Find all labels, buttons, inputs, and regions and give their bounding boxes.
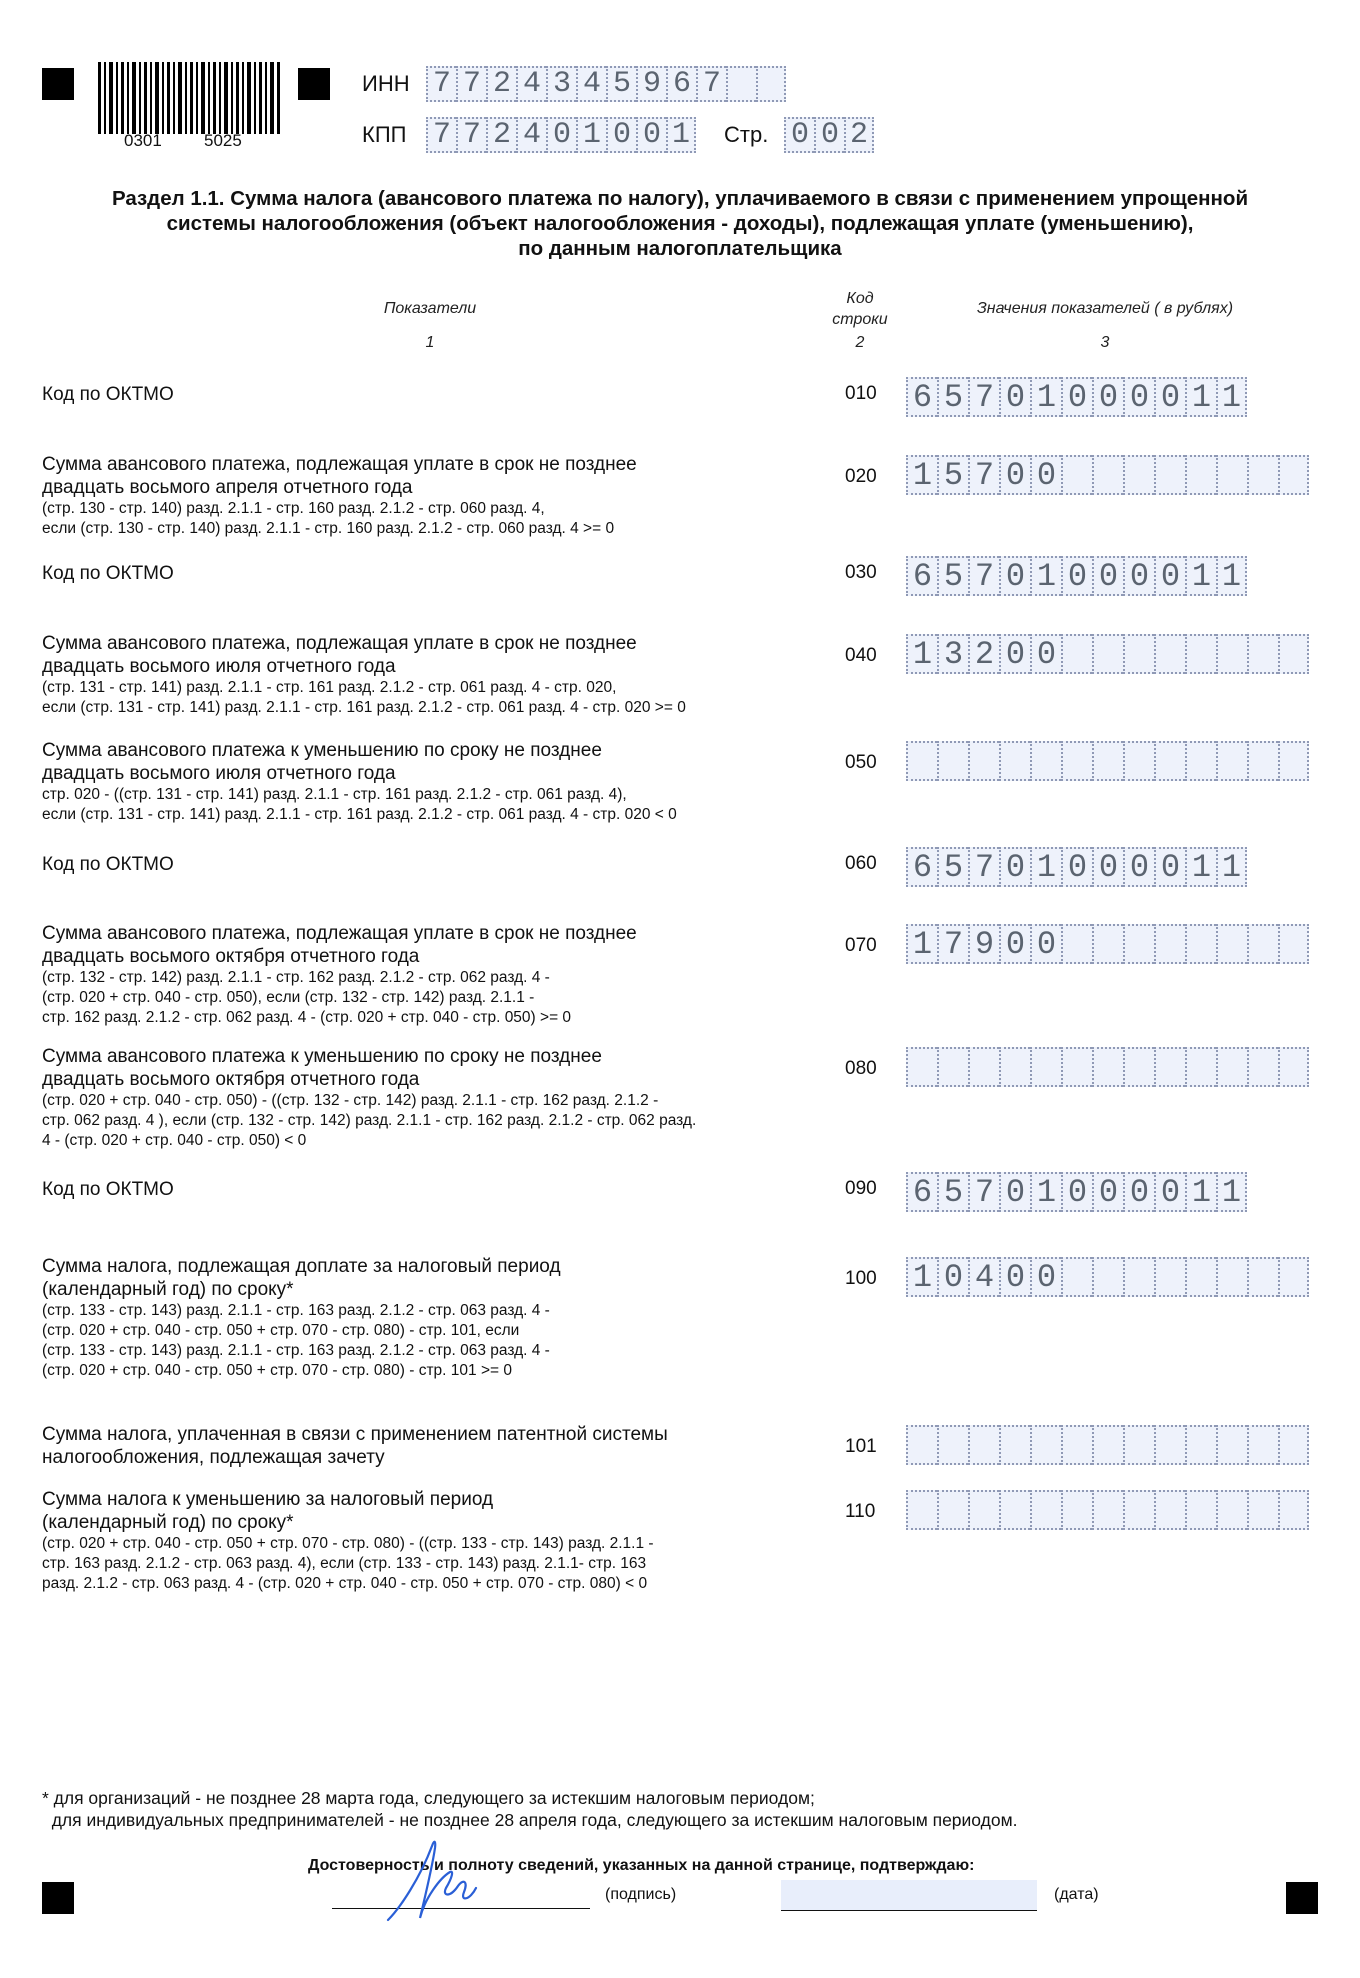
row-description-line: Сумма налога, подлежащая доплате за налоговый период xyxy=(42,1256,561,1277)
value-cell[interactable] xyxy=(1154,1047,1185,1087)
section-title-line: Раздел 1.1. Сумма налога (авансового платежа по налогу), уплачиваемого в связи с применением упрощенной xyxy=(111,187,1249,210)
value-cell[interactable]: 1 xyxy=(906,455,937,495)
value-cell[interactable]: 6 xyxy=(906,556,937,596)
page-label: Стр. xyxy=(724,122,769,147)
row-formula-line: если (стр. 130 - стр. 140) разд. 2.1.1 - стр. 160 разд. 2.1.2 - стр. 060 разд. 4 >= 0 xyxy=(42,520,615,537)
row-formula-line: разд. 2.1.2 - стр. 063 разд. 4 - (стр. 020 + стр. 040 - стр. 050 + стр. 070 - стр. 080) < 0 xyxy=(42,1575,648,1592)
value-cell[interactable]: 0 xyxy=(1092,377,1123,417)
value-cell[interactable] xyxy=(1185,741,1216,781)
row-description-line: Сумма авансового платежа к уменьшению по сроку не позднее xyxy=(42,1046,602,1067)
value-cell[interactable]: 7 xyxy=(968,377,999,417)
value-cell[interactable] xyxy=(1154,634,1185,674)
row-value-field[interactable] xyxy=(906,455,1309,495)
value-cell[interactable] xyxy=(1216,1047,1247,1087)
value-cell[interactable] xyxy=(1123,1047,1154,1087)
row-description-line: Сумма авансового платежа, подлежащая уплате в срок не позднее xyxy=(42,633,637,654)
inn-cell[interactable]: 6 xyxy=(666,66,696,102)
value-cell[interactable] xyxy=(1278,1425,1309,1465)
value-cell[interactable] xyxy=(937,1490,968,1530)
row-value-field[interactable] xyxy=(906,847,1247,887)
value-cell[interactable]: 0 xyxy=(1123,556,1154,596)
value-cell[interactable] xyxy=(1247,741,1278,781)
value-cell[interactable]: 0 xyxy=(1123,847,1154,887)
row-code: 100 xyxy=(845,1268,877,1289)
value-cell[interactable] xyxy=(1185,1257,1216,1297)
value-cell[interactable] xyxy=(1061,1490,1092,1530)
value-cell[interactable]: 6 xyxy=(906,377,937,417)
row-description-line: Сумма авансового платежа, подлежащая уплате в срок не позднее xyxy=(42,923,637,944)
row-description-line: Код по ОКТМО xyxy=(42,563,174,584)
row-description-line: двадцать восьмого октября отчетного года xyxy=(42,1069,420,1090)
row-code: 010 xyxy=(845,383,877,404)
value-cell[interactable] xyxy=(1123,741,1154,781)
row-description xyxy=(42,1488,822,1594)
value-cell[interactable]: 5 xyxy=(937,377,968,417)
value-cell[interactable] xyxy=(1123,455,1154,495)
value-cell[interactable] xyxy=(968,1490,999,1530)
row-formula-line: если (стр. 131 - стр. 141) разд. 2.1.1 - стр. 161 разд. 2.1.2 - стр. 061 разд. 4 - стр. 020 < 0 xyxy=(42,806,677,823)
value-cell[interactable] xyxy=(1061,455,1092,495)
value-cell[interactable] xyxy=(1061,1047,1092,1087)
column-header-code-top: Код xyxy=(846,290,874,307)
value-cell[interactable] xyxy=(937,1047,968,1087)
value-cell[interactable] xyxy=(1030,1490,1061,1530)
value-cell[interactable] xyxy=(1061,634,1092,674)
value-cell[interactable] xyxy=(1092,455,1123,495)
value-cell[interactable]: 0 xyxy=(999,556,1030,596)
value-cell[interactable]: 6 xyxy=(906,847,937,887)
value-cell[interactable]: 0 xyxy=(937,1257,968,1297)
kpp-cell[interactable]: 1 xyxy=(666,117,696,153)
value-cell[interactable] xyxy=(1278,1047,1309,1087)
row-formula-line: (стр. 133 - стр. 143) разд. 2.1.1 - стр. 163 разд. 2.1.2 - стр. 063 разд. 4 - xyxy=(42,1342,550,1359)
value-cell[interactable] xyxy=(937,741,968,781)
page-number-field[interactable] xyxy=(784,117,874,153)
value-cell[interactable] xyxy=(1061,741,1092,781)
kpp-cell[interactable]: 4 xyxy=(516,117,546,153)
row-description xyxy=(42,853,822,876)
value-cell[interactable]: 0 xyxy=(999,377,1030,417)
value-cell[interactable]: 1 xyxy=(1216,556,1247,596)
row-description xyxy=(42,562,822,585)
row-formula-line: стр. 062 разд. 4 ), если (стр. 132 - стр. 142) разд. 2.1.1 - стр. 162 разд. 2.1.2 - стр. 062 разд. xyxy=(42,1112,697,1129)
value-cell[interactable]: 0 xyxy=(1154,847,1185,887)
value-cell[interactable] xyxy=(1154,1425,1185,1465)
registration-marker-top-left xyxy=(42,68,74,100)
value-cell[interactable]: 2 xyxy=(968,634,999,674)
value-cell[interactable]: 0 xyxy=(1154,1172,1185,1212)
value-cell[interactable]: 0 xyxy=(1061,377,1092,417)
inn-cell[interactable]: 4 xyxy=(516,66,546,102)
row-description-line: Сумма авансового платежа к уменьшению по сроку не позднее xyxy=(42,740,602,761)
value-cell[interactable]: 0 xyxy=(1092,1172,1123,1212)
value-cell[interactable]: 1 xyxy=(1216,377,1247,417)
value-cell[interactable] xyxy=(1154,1257,1185,1297)
barcode-number-right: 5025 xyxy=(204,131,242,150)
value-cell[interactable]: 1 xyxy=(906,1257,937,1297)
inn-cell[interactable]: 7 xyxy=(426,66,456,102)
value-cell[interactable]: 5 xyxy=(937,1172,968,1212)
kpp-cell[interactable]: 0 xyxy=(606,117,636,153)
value-cell[interactable]: 0 xyxy=(1154,556,1185,596)
value-cell[interactable]: 0 xyxy=(999,1257,1030,1297)
value-cell[interactable]: 7 xyxy=(937,924,968,964)
value-cell[interactable] xyxy=(1247,1425,1278,1465)
row-code: 050 xyxy=(845,752,877,773)
value-cell[interactable] xyxy=(1185,1490,1216,1530)
value-cell[interactable]: 6 xyxy=(906,1172,937,1212)
value-cell[interactable] xyxy=(1216,741,1247,781)
value-cell[interactable]: 5 xyxy=(937,556,968,596)
value-cell[interactable] xyxy=(1030,741,1061,781)
value-cell[interactable] xyxy=(1278,1490,1309,1530)
footnote-line: для индивидуальных предпринимателей - не позднее 28 апреля года, следующего за истекшим налоговым периодом. xyxy=(42,1810,1018,1830)
row-description-line: Сумма авансового платежа, подлежащая уплате в срок не позднее xyxy=(42,454,637,475)
row-code: 070 xyxy=(845,935,877,956)
value-cell[interactable]: 7 xyxy=(968,556,999,596)
row-formula-line: (стр. 020 + стр. 040 - стр. 050 + стр. 070 - стр. 080) - ((стр. 133 - стр. 143) разд. 2.1.1 - xyxy=(42,1535,654,1552)
value-cell[interactable] xyxy=(1247,924,1278,964)
value-cell[interactable]: 0 xyxy=(1092,556,1123,596)
value-cell[interactable] xyxy=(1278,634,1309,674)
column-number-2: 2 xyxy=(855,334,865,351)
kpp-field[interactable] xyxy=(426,117,696,153)
value-cell[interactable] xyxy=(1061,1257,1092,1297)
value-cell[interactable] xyxy=(1185,924,1216,964)
row-formula-line: (стр. 132 - стр. 142) разд. 2.1.1 - стр. 162 разд. 2.1.2 - стр. 062 разд. 4 - xyxy=(42,969,550,986)
value-cell[interactable]: 1 xyxy=(1216,847,1247,887)
value-cell[interactable] xyxy=(906,741,937,781)
row-description-line: Код по ОКТМО xyxy=(42,384,174,405)
value-cell[interactable] xyxy=(999,1425,1030,1465)
row-value-field[interactable] xyxy=(906,1047,1309,1087)
inn-label: ИНН xyxy=(362,71,410,96)
value-cell[interactable]: 1 xyxy=(1185,847,1216,887)
value-cell[interactable] xyxy=(999,741,1030,781)
value-cell[interactable] xyxy=(1123,1257,1154,1297)
value-cell[interactable] xyxy=(906,1425,937,1465)
value-cell[interactable] xyxy=(1216,1257,1247,1297)
confirmation-text: Достоверность и полноту сведений, указанных на данной странице, подтверждаю: xyxy=(308,1857,975,1874)
value-cell[interactable]: 0 xyxy=(1123,1172,1154,1212)
date-caption: (дата) xyxy=(1054,1886,1099,1903)
row-formula-line: (стр. 133 - стр. 143) разд. 2.1.1 - стр. 163 разд. 2.1.2 - стр. 063 разд. 4 - xyxy=(42,1302,550,1319)
value-cell[interactable]: 0 xyxy=(999,455,1030,495)
value-cell[interactable] xyxy=(1154,924,1185,964)
inn-cell[interactable]: 2 xyxy=(486,66,516,102)
row-code: 060 xyxy=(845,853,877,874)
value-cell[interactable]: 5 xyxy=(937,455,968,495)
inn-cell[interactable] xyxy=(726,66,756,102)
value-cell[interactable] xyxy=(1092,634,1123,674)
row-code: 020 xyxy=(845,466,877,487)
value-cell[interactable] xyxy=(1185,634,1216,674)
page-cell[interactable]: 0 xyxy=(814,117,844,153)
registration-marker-bottom-right xyxy=(1286,1882,1318,1914)
row-description-line: (календарный год) по сроку* xyxy=(42,1512,294,1533)
row-formula-line: (стр. 020 + стр. 040 - стр. 050 + стр. 070 - стр. 080) - стр. 101 >= 0 xyxy=(42,1362,512,1379)
value-cell[interactable] xyxy=(1092,1257,1123,1297)
value-cell[interactable]: 5 xyxy=(937,847,968,887)
value-cell[interactable] xyxy=(1185,455,1216,495)
row-code: 090 xyxy=(845,1178,877,1199)
value-cell[interactable] xyxy=(1123,634,1154,674)
value-cell[interactable] xyxy=(1061,1425,1092,1465)
value-cell[interactable] xyxy=(968,1425,999,1465)
value-cell[interactable]: 7 xyxy=(968,847,999,887)
value-cell[interactable] xyxy=(1092,741,1123,781)
row-value-field[interactable] xyxy=(906,1490,1309,1530)
row-description-line: налогообложения, подлежащая зачету xyxy=(42,1447,385,1468)
kpp-cell[interactable]: 1 xyxy=(576,117,606,153)
value-cell[interactable]: 1 xyxy=(1030,377,1061,417)
row-value-field[interactable] xyxy=(906,634,1309,674)
value-cell[interactable] xyxy=(1247,1490,1278,1530)
value-cell[interactable]: 0 xyxy=(1154,377,1185,417)
row-formula-line: (стр. 020 + стр. 040 - стр. 050), если (стр. 132 - стр. 142) разд. 2.1.1 - xyxy=(42,989,535,1006)
column-number-1: 1 xyxy=(425,334,435,351)
page-cell[interactable]: 0 xyxy=(784,117,814,153)
value-cell[interactable] xyxy=(937,1425,968,1465)
row-description-line: двадцать восьмого апреля отчетного года xyxy=(42,477,413,498)
value-cell[interactable]: 0 xyxy=(1030,455,1061,495)
row-code: 040 xyxy=(845,645,877,666)
row-code: 030 xyxy=(845,562,877,583)
value-cell[interactable] xyxy=(1216,924,1247,964)
column-header-values: Значения показателей ( в рублях) xyxy=(976,300,1234,317)
row-description xyxy=(42,739,822,825)
value-cell[interactable]: 1 xyxy=(1030,1172,1061,1212)
value-cell[interactable]: 0 xyxy=(1061,1172,1092,1212)
footnote xyxy=(42,1787,1322,1831)
row-value-field[interactable] xyxy=(906,1425,1309,1465)
value-cell[interactable] xyxy=(1030,1047,1061,1087)
registration-marker-bottom-left xyxy=(42,1882,74,1914)
row-value-field[interactable] xyxy=(906,556,1247,596)
value-cell[interactable]: 1 xyxy=(1185,377,1216,417)
value-cell[interactable]: 3 xyxy=(937,634,968,674)
row-description-line: Сумма налога, уплаченная в связи с применением патентной системы xyxy=(42,1424,668,1445)
value-cell[interactable] xyxy=(1278,741,1309,781)
value-cell[interactable]: 1 xyxy=(1216,1172,1247,1212)
value-cell[interactable] xyxy=(1185,1425,1216,1465)
value-cell[interactable]: 0 xyxy=(1030,634,1061,674)
row-description-line: двадцать восьмого июля отчетного года xyxy=(42,656,396,677)
row-description-line: Код по ОКТМО xyxy=(42,1179,174,1200)
inn-cell[interactable]: 7 xyxy=(456,66,486,102)
value-cell[interactable] xyxy=(1030,1425,1061,1465)
value-cell[interactable] xyxy=(1092,1047,1123,1087)
value-cell[interactable]: 7 xyxy=(968,1172,999,1212)
row-formula-line: (стр. 020 + стр. 040 - стр. 050 + стр. 070 - стр. 080) - стр. 101, если xyxy=(42,1322,520,1339)
column-header-indicators: Показатели xyxy=(383,300,477,317)
value-cell[interactable]: 1 xyxy=(1030,556,1061,596)
date-field[interactable] xyxy=(781,1880,1037,1911)
row-value-field[interactable] xyxy=(906,377,1247,417)
row-description-line: Сумма налога к уменьшению за налоговый период xyxy=(42,1489,494,1510)
kpp-label: КПП xyxy=(362,122,407,147)
row-value-field[interactable] xyxy=(906,1172,1247,1212)
value-cell[interactable] xyxy=(1061,924,1092,964)
row-code: 110 xyxy=(845,1501,876,1522)
value-cell[interactable] xyxy=(1185,1047,1216,1087)
value-cell[interactable] xyxy=(1247,634,1278,674)
row-formula-line: стр. 020 - ((стр. 131 - стр. 141) разд. 2.1.1 - стр. 161 разд. 2.1.2 - стр. 061 разд. 4), xyxy=(42,786,627,803)
row-formula-line: стр. 162 разд. 2.1.2 - стр. 062 разд. 4 - (стр. 020 + стр. 040 - стр. 050) >= 0 xyxy=(42,1009,572,1026)
value-cell[interactable] xyxy=(1123,1425,1154,1465)
row-description xyxy=(42,1423,822,1469)
inn-cell[interactable]: 3 xyxy=(546,66,576,102)
signature-scribble xyxy=(380,1838,500,1928)
row-formula-line: если (стр. 131 - стр. 141) разд. 2.1.1 - стр. 161 разд. 2.1.2 - стр. 061 разд. 4 - стр. 020 >= 0 xyxy=(42,699,686,716)
row-description xyxy=(42,1178,822,1201)
page-cell[interactable]: 2 xyxy=(844,117,874,153)
registration-marker-top-right xyxy=(298,68,330,100)
value-cell[interactable]: 0 xyxy=(1030,1257,1061,1297)
value-cell[interactable] xyxy=(1216,1490,1247,1530)
value-cell[interactable] xyxy=(1216,455,1247,495)
inn-cell[interactable]: 9 xyxy=(636,66,666,102)
value-cell[interactable] xyxy=(906,1490,937,1530)
column-header-code-bottom: строки xyxy=(832,311,888,328)
row-formula-line: (стр. 130 - стр. 140) разд. 2.1.1 - стр. 160 разд. 2.1.2 - стр. 060 разд. 4, xyxy=(42,500,545,517)
section-title-line: системы налогообложения (объект налогообложения - доходы), подлежащая уплате (уменьшению), xyxy=(166,212,1194,235)
value-cell[interactable] xyxy=(1092,1490,1123,1530)
value-cell[interactable]: 0 xyxy=(999,1172,1030,1212)
inn-field[interactable] xyxy=(426,66,786,102)
value-cell[interactable] xyxy=(999,1047,1030,1087)
section-title-line: по данным налогоплательщика xyxy=(518,237,842,260)
value-cell[interactable]: 0 xyxy=(1092,847,1123,887)
signature-caption: (подпись) xyxy=(605,1886,677,1903)
row-description xyxy=(42,1045,822,1151)
row-formula-line: 4 - (стр. 020 + стр. 040 - стр. 050) < 0 xyxy=(42,1132,307,1149)
row-value-field[interactable] xyxy=(906,1257,1309,1297)
value-cell[interactable]: 7 xyxy=(968,455,999,495)
value-cell[interactable]: 4 xyxy=(968,1257,999,1297)
value-cell[interactable] xyxy=(1092,1425,1123,1465)
value-cell[interactable] xyxy=(1278,924,1309,964)
row-description xyxy=(42,1255,822,1381)
row-code: 080 xyxy=(845,1058,877,1079)
row-description xyxy=(42,632,822,718)
row-formula-line: (стр. 131 - стр. 141) разд. 2.1.1 - стр. 161 разд. 2.1.2 - стр. 061 разд. 4 - стр. 020, xyxy=(42,679,617,696)
value-cell[interactable]: 0 xyxy=(999,847,1030,887)
column-number-3: 3 xyxy=(1100,334,1110,351)
value-cell[interactable]: 1 xyxy=(906,634,937,674)
value-cell[interactable]: 1 xyxy=(1185,1172,1216,1212)
value-cell[interactable] xyxy=(1154,1490,1185,1530)
value-cell[interactable] xyxy=(1123,1490,1154,1530)
value-cell[interactable] xyxy=(1216,634,1247,674)
value-cell[interactable]: 1 xyxy=(906,924,937,964)
row-code: 101 xyxy=(845,1436,877,1457)
value-cell[interactable] xyxy=(1247,455,1278,495)
section-title xyxy=(40,186,1320,261)
row-description-line: (календарный год) по сроку* xyxy=(42,1279,294,1300)
kpp-cell[interactable]: 7 xyxy=(456,117,486,153)
inn-cell[interactable]: 4 xyxy=(576,66,606,102)
barcode xyxy=(98,62,282,134)
inn-cell[interactable]: 7 xyxy=(696,66,726,102)
value-cell[interactable]: 0 xyxy=(1061,556,1092,596)
value-cell[interactable]: 0 xyxy=(1030,924,1061,964)
row-value-field[interactable] xyxy=(906,924,1309,964)
value-cell[interactable] xyxy=(1247,1257,1278,1297)
value-cell[interactable] xyxy=(999,1490,1030,1530)
inn-cell[interactable] xyxy=(756,66,786,102)
value-cell[interactable] xyxy=(1154,741,1185,781)
value-cell[interactable] xyxy=(1154,455,1185,495)
kpp-cell[interactable]: 0 xyxy=(636,117,666,153)
row-formula-line: (стр. 020 + стр. 040 - стр. 050) - ((стр. 132 - стр. 142) разд. 2.1.1 - стр. 162 разд. 2.1.2 - xyxy=(42,1092,659,1109)
value-cell[interactable]: 0 xyxy=(1123,377,1154,417)
value-cell[interactable]: 9 xyxy=(968,924,999,964)
row-description xyxy=(42,453,822,539)
row-value-field[interactable] xyxy=(906,741,1309,781)
value-cell[interactable] xyxy=(906,1047,937,1087)
row-description-line: двадцать восьмого июля отчетного года xyxy=(42,763,396,784)
value-cell[interactable] xyxy=(1247,1047,1278,1087)
row-formula-line: стр. 163 разд. 2.1.2 - стр. 063 разд. 4), если (стр. 133 - стр. 143) разд. 2.1.1- стр. 163 xyxy=(42,1555,647,1572)
value-cell[interactable] xyxy=(1092,924,1123,964)
value-cell[interactable] xyxy=(1278,1257,1309,1297)
row-description-line: Код по ОКТМО xyxy=(42,854,174,875)
value-cell[interactable]: 1 xyxy=(1030,847,1061,887)
row-description-line: двадцать восьмого октября отчетного года xyxy=(42,946,420,967)
value-cell[interactable]: 0 xyxy=(1061,847,1092,887)
row-description xyxy=(42,922,822,1028)
value-cell[interactable] xyxy=(968,1047,999,1087)
footnote-line: * для организаций - не позднее 28 марта года, следующего за истекшим налоговым периодом; xyxy=(42,1788,815,1808)
value-cell[interactable]: 1 xyxy=(1185,556,1216,596)
kpp-cell[interactable]: 7 xyxy=(426,117,456,153)
row-description xyxy=(42,383,822,406)
value-cell[interactable] xyxy=(1216,1425,1247,1465)
inn-cell[interactable]: 5 xyxy=(606,66,636,102)
value-cell[interactable]: 0 xyxy=(999,634,1030,674)
kpp-cell[interactable]: 0 xyxy=(546,117,576,153)
kpp-cell[interactable]: 2 xyxy=(486,117,516,153)
value-cell[interactable] xyxy=(1123,924,1154,964)
value-cell[interactable]: 0 xyxy=(999,924,1030,964)
value-cell[interactable] xyxy=(968,741,999,781)
value-cell[interactable] xyxy=(1278,455,1309,495)
barcode-number-left: 0301 xyxy=(124,131,162,150)
